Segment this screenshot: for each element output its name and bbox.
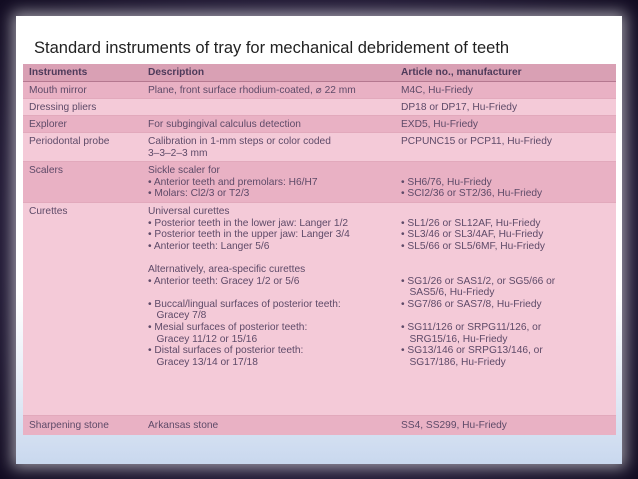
- table-row: [23, 416, 616, 435]
- header-description: Description: [148, 67, 205, 78]
- article-line: • SG7/86 or SAS7/8, Hu-Friedy: [401, 298, 542, 310]
- article-line: [401, 310, 555, 322]
- cell-instrument: Mouth mirror: [29, 85, 87, 96]
- table-row: [23, 99, 616, 116]
- description-line: Gracey 11/12 or 15/16: [148, 333, 258, 345]
- article-line: • SG11/126 or SRPG11/126, or: [401, 321, 542, 333]
- article-line: SAS5/6, Hu-Friedy: [401, 287, 495, 299]
- description-line: 3–3–2–3 mm: [148, 147, 208, 159]
- header-instruments: Instruments: [29, 67, 88, 78]
- description-line: Gracey 7/8: [148, 310, 207, 322]
- article-line: • SL1/26 or SL12AF, Hu-Friedy: [401, 217, 541, 229]
- article-line: • SG13/146 or SRPG13/146, or: [401, 345, 543, 357]
- table-header: [23, 64, 616, 82]
- description-line: • Anterior teeth and premolars: H6/H7: [148, 176, 318, 188]
- description-line: Sickle scaler for: [148, 165, 220, 176]
- description-line: • Posterior teeth in the upper jaw: Langer 3/4: [148, 229, 350, 241]
- article-line: [401, 165, 542, 177]
- cell-description: For subgingival calculus detection: [148, 119, 301, 130]
- description-line: [148, 252, 350, 264]
- table-row: [23, 133, 616, 162]
- cell-instrument: Dressing pliers: [29, 102, 97, 113]
- header-article: Article no., manufacturer: [401, 67, 522, 78]
- cell-article: DP18 or DP17, Hu-Friedy: [401, 102, 518, 113]
- article-line: • SCI2/36 or ST2/36, Hu-Friedy: [401, 188, 543, 199]
- table-row: [23, 203, 616, 416]
- slide-title: Standard instruments of tray for mechanical debridement of teeth: [34, 39, 510, 57]
- description-line: • Anterior teeth: Gracey 1/2 or 5/6: [148, 275, 300, 287]
- description-line: Calibration in 1-mm steps or color coded: [148, 136, 331, 147]
- description-line: • Anterior teeth: Langer 5/6: [148, 240, 270, 252]
- cell-instrument: Curettes: [29, 206, 68, 217]
- slide-panel: [16, 16, 622, 464]
- cell-instrument: Periodontal probe: [29, 136, 110, 147]
- cell-article: PCPUNC15 or PCP11, Hu-Friedy: [401, 136, 552, 147]
- cell-instrument: Scalers: [29, 165, 63, 176]
- description-line: • Distal surfaces of posterior teeth:: [148, 345, 304, 357]
- description-line: [148, 287, 350, 299]
- table-row: [23, 82, 616, 99]
- article-line: [401, 264, 555, 276]
- table-row: [23, 162, 616, 203]
- cell-article: [401, 165, 542, 200]
- cell-article: SS4, SS299, Hu-Friedy: [401, 420, 507, 431]
- article-line: [401, 206, 555, 218]
- description-line: • Mesial surfaces of posterior teeth:: [148, 321, 308, 333]
- article-line: • SG1/26 or SAS1/2, or SG5/66 or: [401, 275, 556, 287]
- description-line: Alternatively, area-specific curettes: [148, 263, 306, 275]
- table-row: [23, 116, 616, 133]
- cell-description: Arkansas stone: [148, 420, 219, 431]
- article-line: • SH6/76, Hu-Friedy: [401, 176, 492, 188]
- cell-article: M4C, Hu-Friedy: [401, 85, 473, 96]
- cell-article: [401, 206, 555, 368]
- cell-description: [148, 165, 317, 200]
- description-line: Gracey 13/14 or 17/18: [148, 356, 258, 368]
- cell-article: EXD5, Hu-Friedy: [401, 119, 478, 130]
- cell-instrument: Sharpening stone: [29, 420, 109, 431]
- description-line: • Posterior teeth in the lower jaw: Langer 1/2: [148, 217, 349, 229]
- cell-description: Plane, front surface rhodium-coated, ⌀ 22 mm: [148, 85, 356, 96]
- article-line: SG17/186, Hu-Friedy: [401, 356, 506, 368]
- article-line: • SL3/46 or SL3/4AF, Hu-Friedy: [401, 229, 544, 241]
- cell-description: [148, 136, 331, 159]
- description-line: • Molars: Cl2/3 or T2/3: [148, 188, 250, 199]
- article-line: SRG15/16, Hu-Friedy: [401, 333, 508, 345]
- description-line: Universal curettes: [148, 206, 230, 217]
- article-line: • SL5/66 or SL5/6MF, Hu-Friedy: [401, 240, 545, 252]
- cell-description: [148, 206, 350, 368]
- article-line: [401, 252, 555, 264]
- instrument-table: [23, 64, 616, 435]
- cell-instrument: Explorer: [29, 119, 67, 130]
- description-line: • Buccal/lingual surfaces of posterior teeth:: [148, 298, 341, 310]
